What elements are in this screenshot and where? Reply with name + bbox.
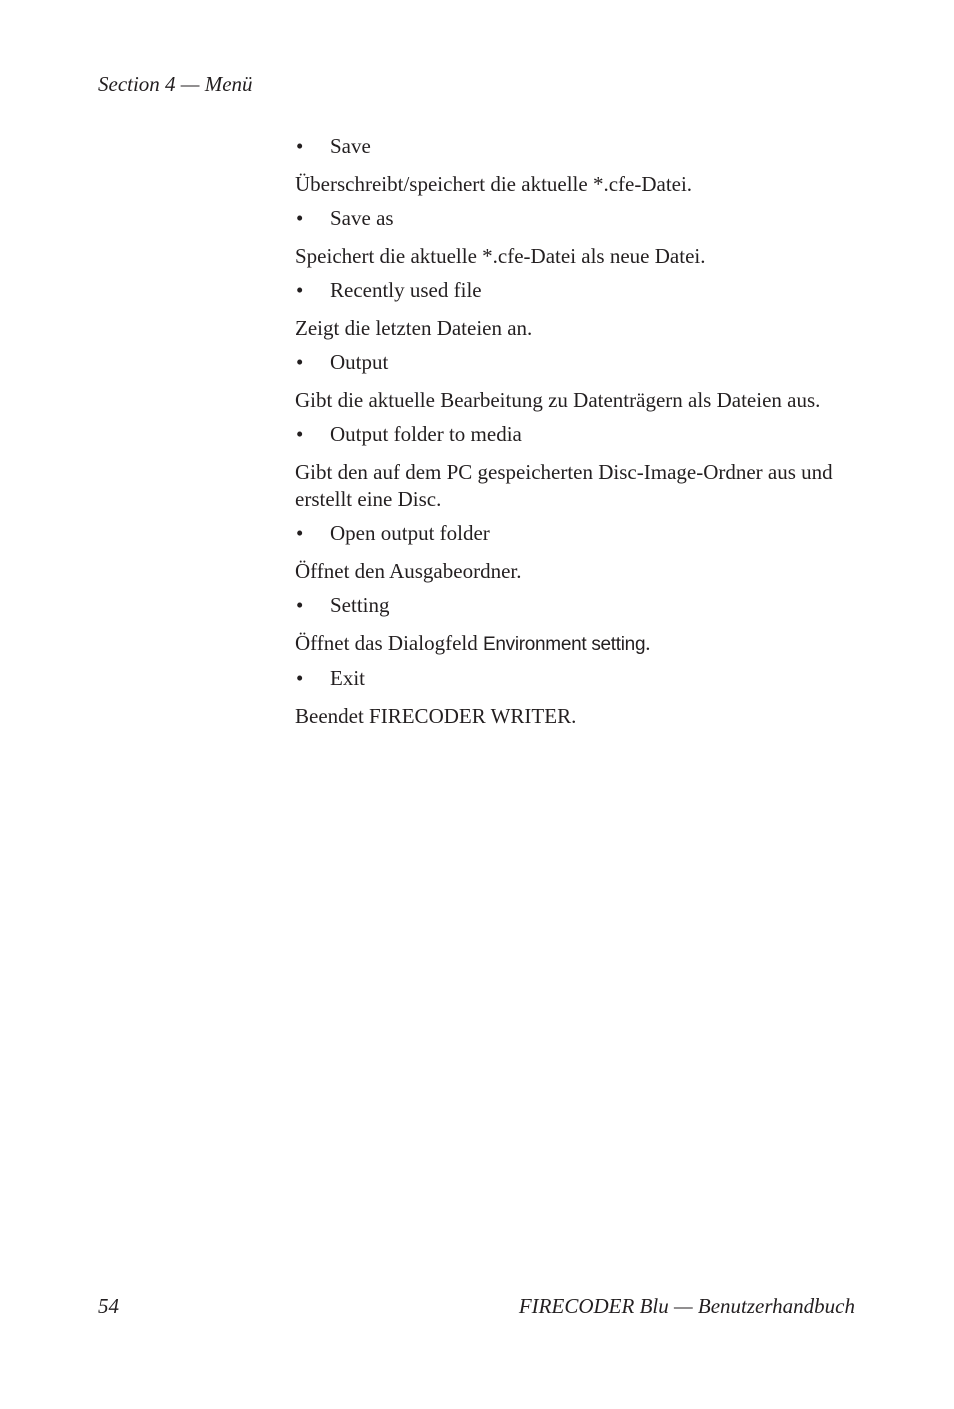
description-suffix: . (645, 631, 651, 655)
item-label: Save as (330, 206, 394, 230)
bullet-icon: • (296, 278, 304, 302)
list-item-setting (295, 592, 855, 619)
dialog-name: Environment setting (482, 634, 646, 655)
list-item-output-folder-to-media (295, 421, 855, 448)
page-number: 54 (98, 1294, 119, 1318)
running-head: Section 4 — Menü (98, 72, 253, 96)
list-item-save-as (295, 205, 855, 232)
list-item-save (295, 133, 855, 160)
item-label: Recently used file (330, 278, 482, 302)
list-item-exit (295, 665, 855, 692)
description-prefix: Öffnet das Dialogfeld (295, 631, 483, 655)
item-label: Output folder to media (330, 422, 522, 446)
list-item-recently-used-file (295, 277, 855, 304)
item-label: Setting (330, 593, 390, 617)
item-description: Gibt die aktuelle Bearbeitung zu Datenträgern als Dateien aus. (295, 388, 821, 412)
bullet-icon: • (296, 206, 304, 230)
bullet-icon: • (296, 422, 304, 446)
item-description: Zeigt die letzten Dateien an. (295, 316, 533, 340)
list-item-output (295, 349, 855, 376)
item-description: Beendet FIRECODER WRITER. (295, 704, 577, 728)
footer-title: FIRECODER Blu — Benutzerhandbuch (518, 1294, 855, 1318)
item-label: Open output folder (330, 521, 490, 545)
bullet-icon: • (296, 521, 304, 545)
bullet-icon: • (296, 350, 304, 374)
menu-description-list (295, 133, 855, 737)
bullet-icon: • (296, 593, 304, 617)
item-label: Exit (330, 666, 365, 690)
item-label: Output (330, 350, 389, 374)
item-description: Gibt den auf dem PC gespeicherten Disc-Image-Ordner aus und erstellt eine Disc. (295, 460, 833, 511)
list-item-open-output-folder (295, 520, 855, 547)
item-description: Öffnet den Ausgabeordner. (295, 559, 522, 583)
item-label: Save (330, 134, 371, 158)
item-description: Überschreibt/speichert die aktuelle *.cfe-Datei. (295, 172, 693, 196)
bullet-icon: • (296, 666, 304, 690)
bullet-icon: • (296, 134, 304, 158)
item-description (295, 630, 855, 658)
item-description: Speichert die aktuelle *.cfe-Datei als neue Datei. (295, 244, 706, 268)
